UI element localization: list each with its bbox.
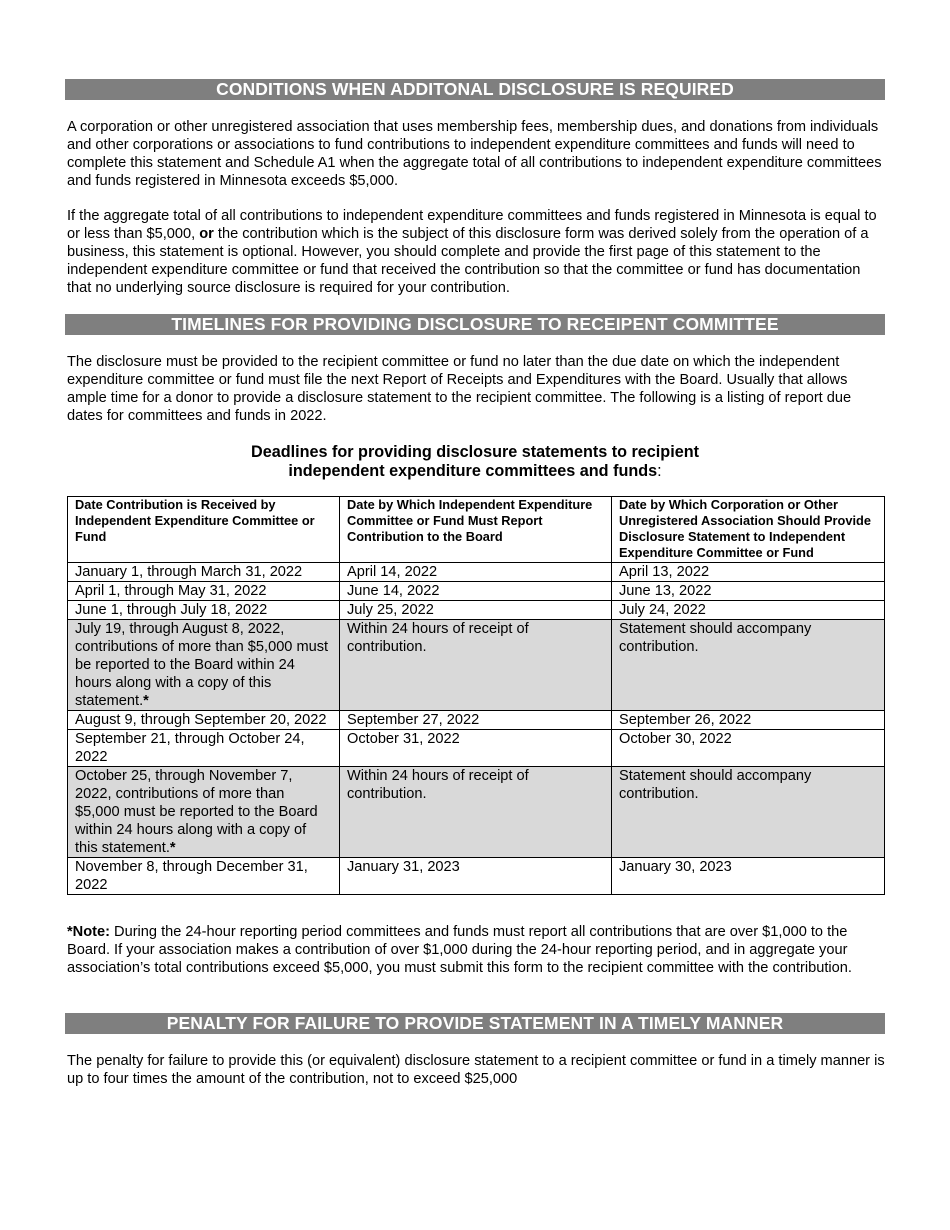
cell-report-date: July 25, 2022 (340, 601, 612, 620)
table-row (68, 730, 885, 767)
cell-received-period: August 9, through September 20, 2022 (68, 711, 340, 730)
cell-received-period: June 1, through July 18, 2022 (68, 601, 340, 620)
cell-received-period: January 1, through March 31, 2022 (68, 563, 340, 582)
conditions-heading: CONDITIONS WHEN ADDITONAL DISCLOSURE IS REQUIRED (65, 79, 885, 100)
conditions-paragraph-1: A corporation or other unregistered association that uses membership fees, membership dues, and donations from individuals and other corporations or associations to fund contributions to independent expenditure committees and funds will need to complete this statement and Schedule A1 when the aggregate total of all contributions to independent expenditure committees and funds registered in Minnesota exceeds $5,000. (67, 119, 882, 189)
note-label: *Note: (67, 924, 110, 940)
table-row (68, 711, 885, 730)
caption-line-2 (65, 462, 885, 481)
table-note (67, 923, 887, 977)
cell-statement-date: June 13, 2022 (612, 582, 885, 601)
timelines-paragraph: The disclosure must be provided to the recipient committee or fund no later than the due date on which the independent expenditure committee or fund must file the next Report of Receipts and Expenditures with the Board. Usually that allows ample time for a donor to provide a disclosure statement to the recipient committee. The following is a listing of report due dates for committees and funds in 2022. (67, 354, 852, 424)
cell-statement-date: Statement should accompany contribution. (612, 767, 885, 858)
caption-line-2-text: independent expenditure committees and funds (288, 462, 658, 480)
cell-received-period (68, 620, 340, 711)
note-text: During the 24-hour reporting period committees and funds must report all contributions that are over $1,000 to the Board. If your association makes a contribution of over $1,000 during the 24-hour reporting period, and in aggregate your association’s total contributions exceed $5,000, you must submit this form to the recipient committee with the contribution. (67, 924, 852, 976)
cell-statement-date: July 24, 2022 (612, 601, 885, 620)
table-row (68, 620, 885, 711)
deadlines-table-caption (65, 443, 885, 481)
header-report-to-board: Date by Which Independent Expenditure Committee or Fund Must Report Contribution to the Board (340, 497, 612, 563)
conditions-paragraph-2 (67, 207, 887, 297)
cell-statement-date: October 30, 2022 (612, 730, 885, 767)
table-row (68, 767, 885, 858)
conditions-paragraph-2-or: or (199, 226, 214, 242)
header-date-received: Date Contribution is Received by Independent Expenditure Committee or Fund (68, 497, 340, 563)
cell-received-period-text: October 25, through November 7, 2022, contributions of more than $5,000 must be reported to the Board within 24 hours along with a copy of this statement. (75, 768, 318, 856)
cell-received-period-text: July 19, through August 8, 2022, contributions of more than $5,000 must be reported to the Board within 24 hours along with a copy of this statement. (75, 621, 329, 709)
cell-report-date: Within 24 hours of receipt of contribution. (340, 767, 612, 858)
cell-report-date: Within 24 hours of receipt of contribution. (340, 620, 612, 711)
table-row (68, 601, 885, 620)
penalty-heading: PENALTY FOR FAILURE TO PROVIDE STATEMENT IN A TIMELY MANNER (65, 1013, 885, 1034)
cell-report-date: June 14, 2022 (340, 582, 612, 601)
cell-statement-date: Statement should accompany contribution. (612, 620, 885, 711)
cell-statement-date: September 26, 2022 (612, 711, 885, 730)
conditions-paragraph-2-part2: the contribution which is the subject of this disclosure form was derived solely from the operation of a business, this statement is optional. However, you should complete and provide the first page of this statement to the independent expenditure committee or fund that received the contribution so that the committee or fund has documentation that no underlying source disclosure is required for your contribution. (67, 226, 869, 296)
table-header-row (68, 497, 885, 563)
timelines-heading: TIMELINES FOR PROVIDING DISCLOSURE TO RECEIPENT COMMITTEE (65, 314, 885, 335)
table-row (68, 858, 885, 895)
caption-line-1: Deadlines for providing disclosure statements to recipient (251, 443, 699, 461)
table-row (68, 563, 885, 582)
cell-statement-date: January 30, 2023 (612, 858, 885, 895)
cell-report-date: January 31, 2023 (340, 858, 612, 895)
cell-received-period: September 21, through October 24, 2022 (68, 730, 340, 767)
conditions-paragraph-2-part1: If the aggregate total of all contributions to independent expenditure committees and funds registered in Minnesota is equal to or less than $5,000, (67, 208, 877, 242)
cell-report-date: September 27, 2022 (340, 711, 612, 730)
caption-colon: : (657, 462, 662, 480)
cell-report-date: April 14, 2022 (340, 563, 612, 582)
cell-received-period (68, 767, 340, 858)
cell-received-period: April 1, through May 31, 2022 (68, 582, 340, 601)
cell-report-date: October 31, 2022 (340, 730, 612, 767)
footnote-marker: * (169, 840, 176, 856)
penalty-paragraph: The penalty for failure to provide this (or equivalent) disclosure statement to a recipient committee or fund in a timely manner is up to four times the amount of the contribution, not to exceed $25,000 (67, 1053, 885, 1087)
table-row (68, 582, 885, 601)
header-provide-statement: Date by Which Corporation or Other Unregistered Association Should Provide Disclosure Statement to Independent Expenditure Committee or Fund (612, 497, 885, 563)
deadlines-table (67, 496, 885, 895)
footnote-marker: * (143, 693, 149, 709)
cell-statement-date: April 13, 2022 (612, 563, 885, 582)
cell-received-period: November 8, through December 31, 2022 (68, 858, 340, 895)
